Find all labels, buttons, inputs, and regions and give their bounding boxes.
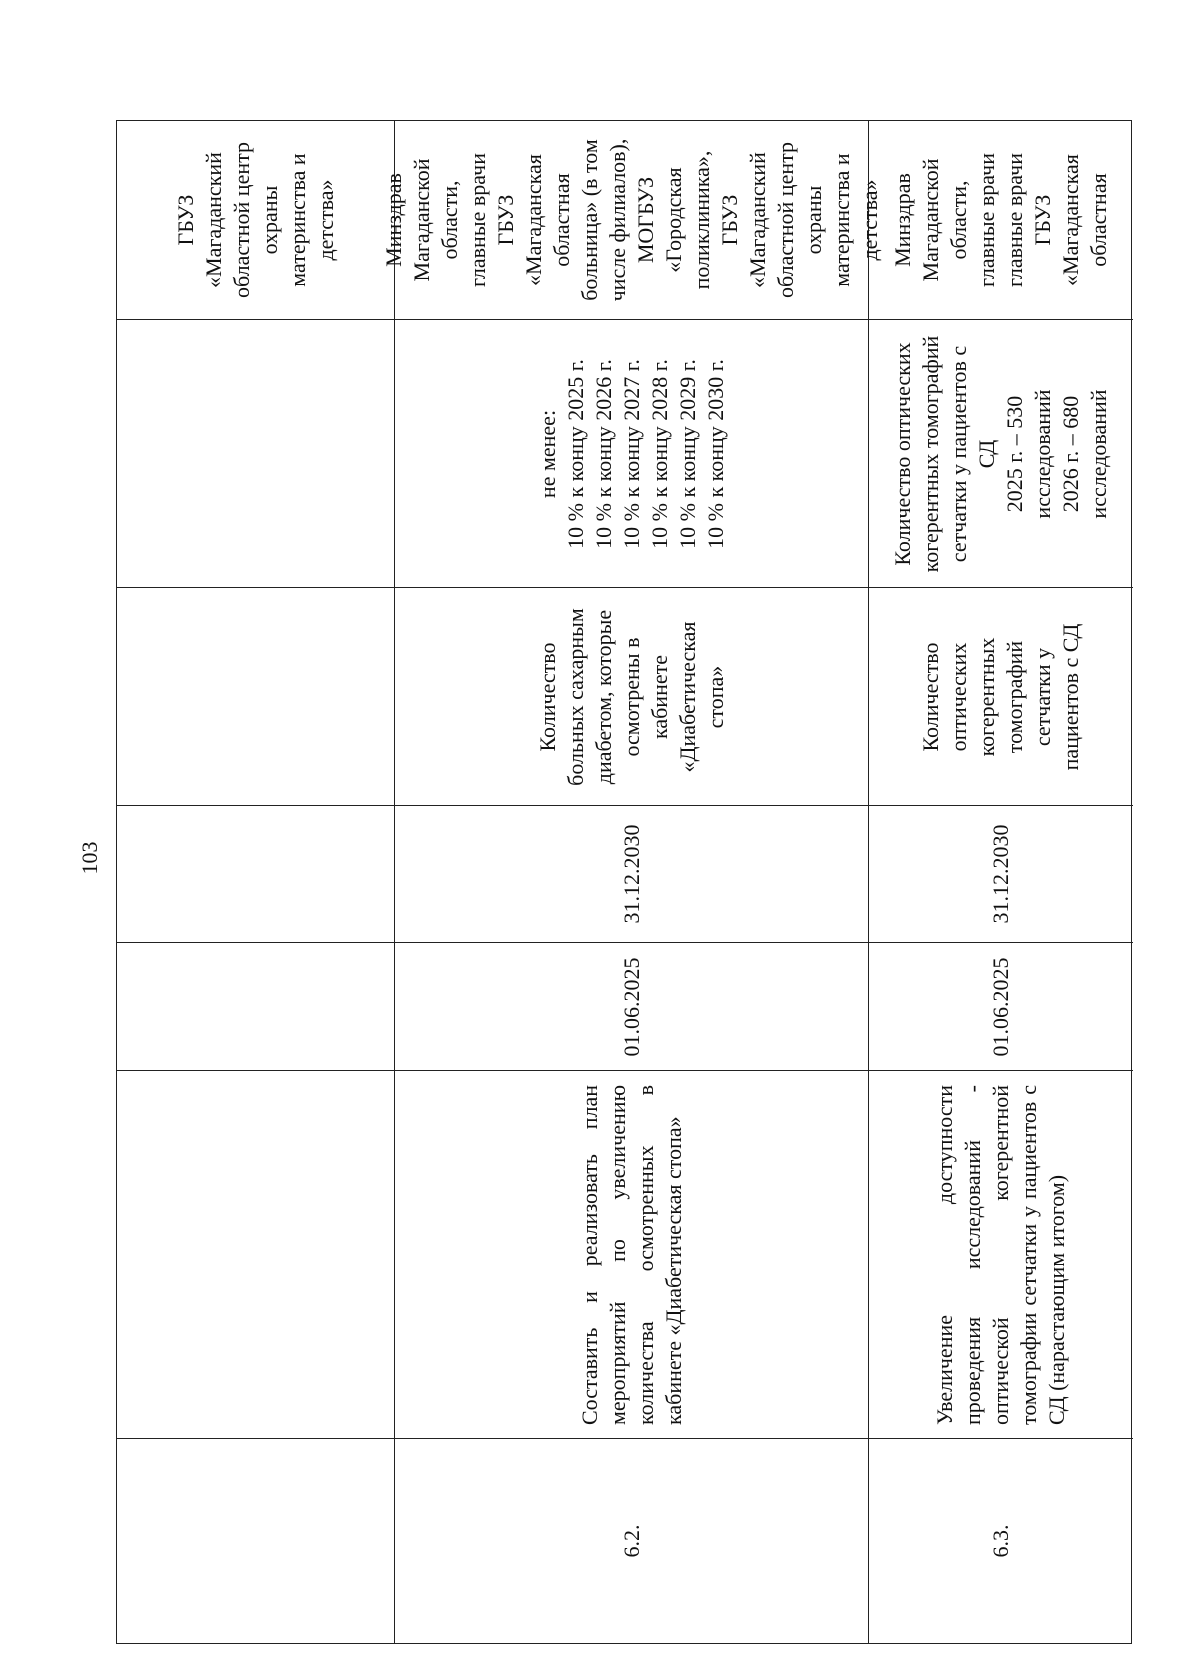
row-number-text: 6.2. <box>618 1524 644 1558</box>
start-date-cell <box>395 942 868 1070</box>
table-row <box>380 121 882 1643</box>
responsible-text: ГБУЗ «Магаданский областной центр охраны материнства и детства» <box>172 142 338 299</box>
responsible-cell <box>117 121 394 319</box>
target-cell <box>117 319 394 587</box>
action-cell <box>869 1070 1133 1438</box>
responsible-text: Минздрав Магаданской области, главные врачи ГБУЗ «Магаданская областная больница» (в том числе филиалов), МОГБУЗ «Городская поликлиника», ГБУЗ «Магаданский областной центр охраны материнства и детства» <box>380 138 882 302</box>
row-number-cell <box>395 1438 868 1643</box>
action-cell <box>117 1070 394 1438</box>
indicator-cell <box>117 587 394 805</box>
indicator-text: Количество оптических когерентных томографий сетчатки у пациентов с СД <box>918 623 1083 770</box>
target-text: не менее: 10 % к концу 2025 г. 10 % к концу 2026 г. 10 % к концу 2027 г. 10 % к концу 2028 г. 10 % к концу 2029 г. 10 % к концу 2030 г. <box>534 358 728 549</box>
end-date-cell <box>117 805 394 942</box>
end-date-text: 31.12.2030 <box>618 824 644 924</box>
indicator-cell <box>869 587 1133 805</box>
start-date-text: 01.06.2025 <box>988 957 1013 1056</box>
target-cell <box>395 319 868 587</box>
indicator-cell <box>395 587 868 805</box>
row-number-cell <box>869 1438 1133 1643</box>
action-cell <box>395 1070 868 1438</box>
action-text: Увеличение доступности проведения исследований - оптической когерентной томографии сетчатки у пациентов с СД (нарастающим итогом) <box>932 1084 1069 1425</box>
row-number-text: 6.3. <box>988 1524 1013 1558</box>
target-cell <box>869 319 1133 587</box>
target-text: Количество оптических когерентных томографий сетчатки у пациентов с СД 2025 г. – 530 исследований 2026 г. – 680 исследований <box>890 335 1111 572</box>
start-date-text: 01.06.2025 <box>618 957 644 1056</box>
action-text: Составить и реализовать план мероприятий по увеличению количества осмотренных в кабинете «Диабетическая стопа» <box>576 1084 686 1425</box>
responsible-cell <box>869 121 1133 319</box>
end-date-text: 31.12.2030 <box>988 824 1013 924</box>
page-number: 103 <box>77 841 102 875</box>
responsible-cell <box>380 121 882 319</box>
table-row <box>117 121 395 1643</box>
end-date-cell <box>869 805 1133 942</box>
responsible-text: Минздрав Магаданской области, главные врачи главные врачи ГБУЗ «Магаданская областная <box>890 153 1111 287</box>
end-date-cell <box>395 805 868 942</box>
start-date-cell <box>869 942 1133 1070</box>
start-date-cell <box>117 942 394 1070</box>
row-number-cell <box>117 1438 394 1643</box>
indicator-text: Количество больных сахарным диабетом, которые осмотрены в кабинете «Диабетическая стопа» <box>534 607 728 786</box>
plan-table <box>116 120 1132 1644</box>
table-row <box>869 121 1133 1643</box>
